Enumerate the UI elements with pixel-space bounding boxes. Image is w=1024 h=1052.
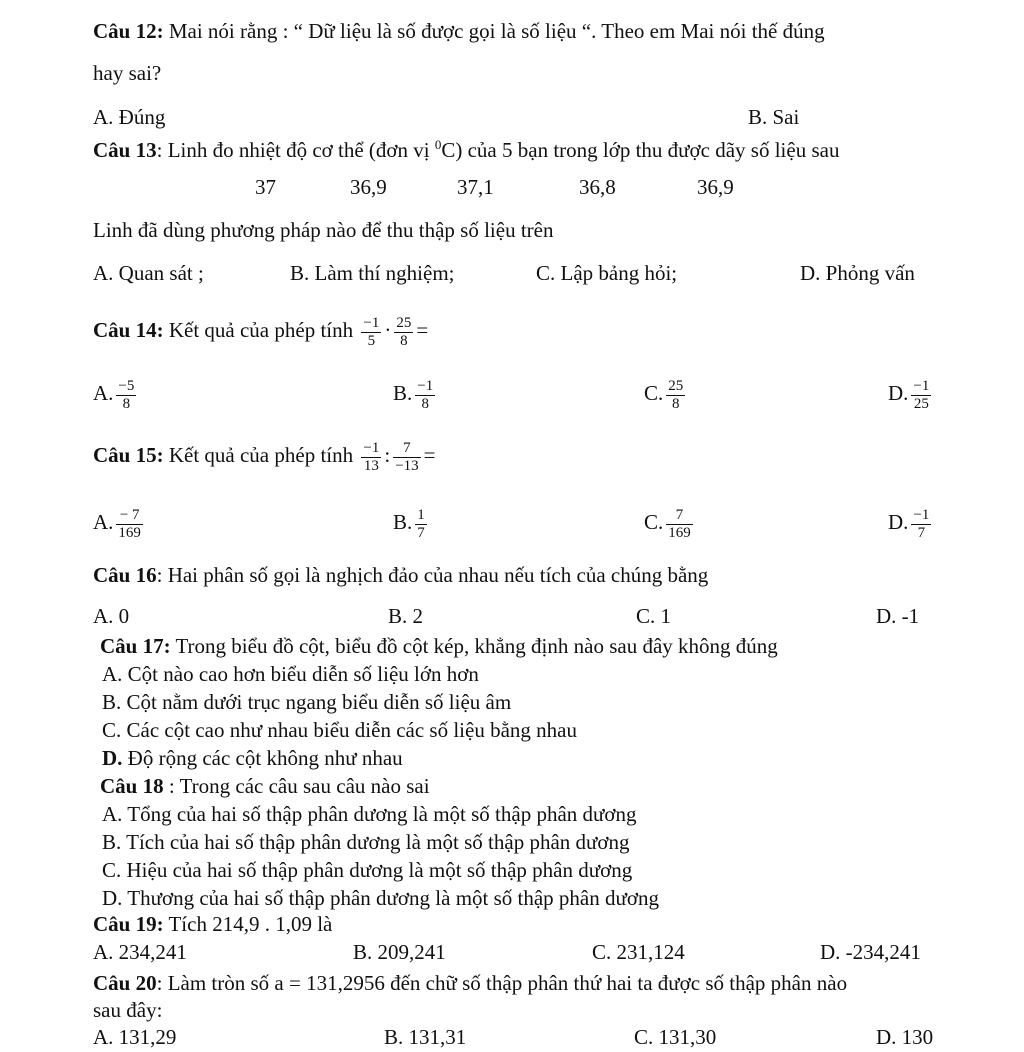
q13-option-b: B. Làm thí nghiệm; (290, 261, 455, 285)
q14-f2-num: 25 (396, 314, 412, 331)
q16-text: : Hai phân số gọi là nghịch đảo của nhau nếu tích của chúng bằng (156, 563, 709, 587)
q12-option-b: B. Sai (748, 105, 800, 129)
q12-stem (93, 18, 825, 44)
q13-label: Câu 13 (93, 138, 157, 162)
q18-label: Câu 18 (100, 774, 164, 798)
q13-option-d: D. Phỏng vấn (800, 261, 915, 285)
q14-option-b-letter: B. (393, 381, 413, 405)
q15-option-d-den: 7 (917, 524, 926, 541)
q15-operator: : (384, 443, 391, 467)
q20-text-line1: : Làm tròn số a = 131,2956 đến chữ số thập phân thứ hai ta được số thập phân nào (156, 971, 848, 995)
q13-question: Linh đã dùng phương pháp nào để thu thập số liệu trên (93, 218, 554, 242)
q14-option-d-num: −1 (913, 377, 930, 394)
q17-option-a: A. Cột nào cao hơn biểu diễn số liệu lớn hơn (102, 662, 479, 686)
q14-option-a-letter: A. (93, 381, 114, 405)
q15-option-a-letter: A. (93, 510, 114, 534)
q15-option-b-num: 1 (417, 506, 425, 523)
q17-text: Trong biểu đồ cột, biểu đồ cột kép, khẳng định nào sau đây không đúng (170, 634, 778, 658)
q13-text-b: C) của 5 bạn trong lớp thu được dãy số liệu sau (441, 138, 840, 162)
q20-label: Câu 20 (93, 971, 157, 995)
q17-option-b: B. Cột nằm dưới trục ngang biểu diễn số liệu âm (102, 690, 512, 714)
q14-stem (93, 312, 428, 350)
q18-option-c: C. Hiệu của hai số thập phân dương là một số thập phân dương (102, 858, 633, 882)
q12-option-a: A. Đúng (93, 105, 166, 129)
q20-option-a: A. 131,29 (93, 1025, 177, 1049)
q14-fraction-1 (361, 315, 381, 350)
q15-option-a (93, 504, 146, 542)
q12-label: Câu 12: (93, 19, 164, 43)
q13-value-4: 36,8 (579, 175, 616, 199)
q17-stem (100, 633, 778, 659)
q14-option-b-num: −1 (417, 377, 434, 394)
q14-fraction-2 (394, 315, 413, 350)
q15-f1-num: −1 (363, 439, 380, 456)
q17-option-c: C. Các cột cao như nhau biểu diễn các số liệu bằng nhau (102, 718, 577, 742)
q18-option-d: D. Thương của hai số thập phân dương là một số thập phân dương (102, 886, 659, 910)
q14-f1-den: 5 (367, 332, 376, 349)
q17-option-d-text: Độ rộng các cột không như nhau (122, 746, 403, 770)
q16-option-b: B. 2 (388, 604, 424, 628)
q13-value-2: 36,9 (350, 175, 387, 199)
q15-option-b (393, 504, 430, 542)
q19-option-b: B. 209,241 (353, 940, 446, 964)
q15-option-a-num: − 7 (116, 507, 143, 525)
q13-stem (93, 132, 839, 163)
q12-text-line1: Mai nói rằng : “ Dữ liệu là số được gọi là số liệu “. Theo em Mai nói thế đúng (163, 19, 825, 43)
q15-option-a-den: 169 (118, 524, 141, 541)
q12-text-line2: hay sai? (93, 61, 162, 85)
q16-stem (93, 562, 708, 588)
q15-option-d-letter: D. (888, 510, 909, 534)
q15-text: Kết quả của phép tính (163, 443, 354, 467)
q14-equals: = (416, 318, 429, 342)
q14-label: Câu 14: (93, 318, 164, 342)
q15-option-d-num: −1 (913, 506, 930, 523)
q13-unit-sup: 0 (434, 137, 442, 152)
q15-equals: = (423, 443, 436, 467)
q18-stem (100, 773, 430, 799)
q16-option-c: C. 1 (636, 604, 672, 628)
q15-option-b-letter: B. (393, 510, 413, 534)
q17-label: Câu 17: (100, 634, 171, 658)
q15-option-c-den: 169 (668, 524, 691, 541)
q14-text: Kết quả của phép tính (163, 318, 354, 342)
q18-text: : Trong các câu sau câu nào sai (163, 774, 430, 798)
q14-option-a (93, 375, 139, 413)
q14-option-c-num: 25 (668, 377, 684, 394)
q14-option-a-den: 8 (122, 395, 131, 412)
q19-option-c: C. 231,124 (592, 940, 685, 964)
q15-option-b-den: 7 (417, 524, 425, 541)
q15-fraction-1 (361, 440, 381, 475)
q13-text-a: : Linh đo nhiệt độ cơ thể (đơn vị (156, 138, 435, 162)
q19-option-d: D. -234,241 (820, 940, 921, 964)
q14-option-c-letter: C. (644, 381, 664, 405)
q16-option-d: D. -1 (876, 604, 920, 628)
q15-label: Câu 15: (93, 443, 164, 467)
q14-option-d-letter: D. (888, 381, 909, 405)
q19-stem (93, 911, 332, 937)
q14-option-d-den: 25 (913, 395, 929, 412)
q14-option-c (644, 375, 688, 413)
q14-f2-den: 8 (400, 332, 408, 349)
q15-f2-den: −13 (395, 457, 419, 474)
q14-option-b (393, 375, 438, 413)
q20-stem (93, 970, 847, 996)
q15-fraction-2 (393, 440, 420, 475)
q15-option-c (644, 504, 696, 542)
q19-option-a: A. 234,241 (93, 940, 187, 964)
q14-option-d (888, 375, 934, 413)
q20-text-line2: sau đây: (93, 998, 163, 1022)
q18-option-a: A. Tổng của hai số thập phân dương là một số thập phân dương (102, 802, 637, 826)
q17-option-d-letter: D. (102, 746, 123, 770)
q15-stem (93, 437, 436, 475)
q18-option-b: B. Tích của hai số thập phân dương là một số thập phân dương (102, 830, 630, 854)
q13-value-3: 37,1 (457, 175, 494, 199)
q15-f1-den: 13 (363, 457, 379, 474)
q15-option-c-letter: C. (644, 510, 664, 534)
q14-operator: · (384, 318, 392, 342)
q14-option-a-num: −5 (118, 377, 135, 394)
q15-option-c-num: 7 (666, 507, 693, 525)
q15-option-d (888, 504, 934, 542)
q19-text: Tích 214,9 . 1,09 là (163, 912, 333, 936)
q13-value-1: 37 (255, 175, 276, 199)
q20-option-d: D. 130 (876, 1025, 934, 1049)
q20-option-b: B. 131,31 (384, 1025, 467, 1049)
q13-option-a: A. Quan sát ; (93, 261, 204, 285)
q14-option-b-den: 8 (421, 395, 429, 412)
q16-option-a: A. 0 (93, 604, 130, 628)
q14-f1-num: −1 (363, 314, 380, 331)
q13-option-c: C. Lập bảng hỏi; (536, 261, 678, 285)
q20-option-c: C. 131,30 (634, 1025, 717, 1049)
q13-value-5: 36,9 (697, 175, 734, 199)
q19-label: Câu 19: (93, 912, 164, 936)
q15-f2-num: 7 (393, 440, 420, 458)
q17-option-d (102, 745, 403, 771)
q16-label: Câu 16 (93, 563, 157, 587)
q14-option-c-den: 8 (672, 395, 680, 412)
